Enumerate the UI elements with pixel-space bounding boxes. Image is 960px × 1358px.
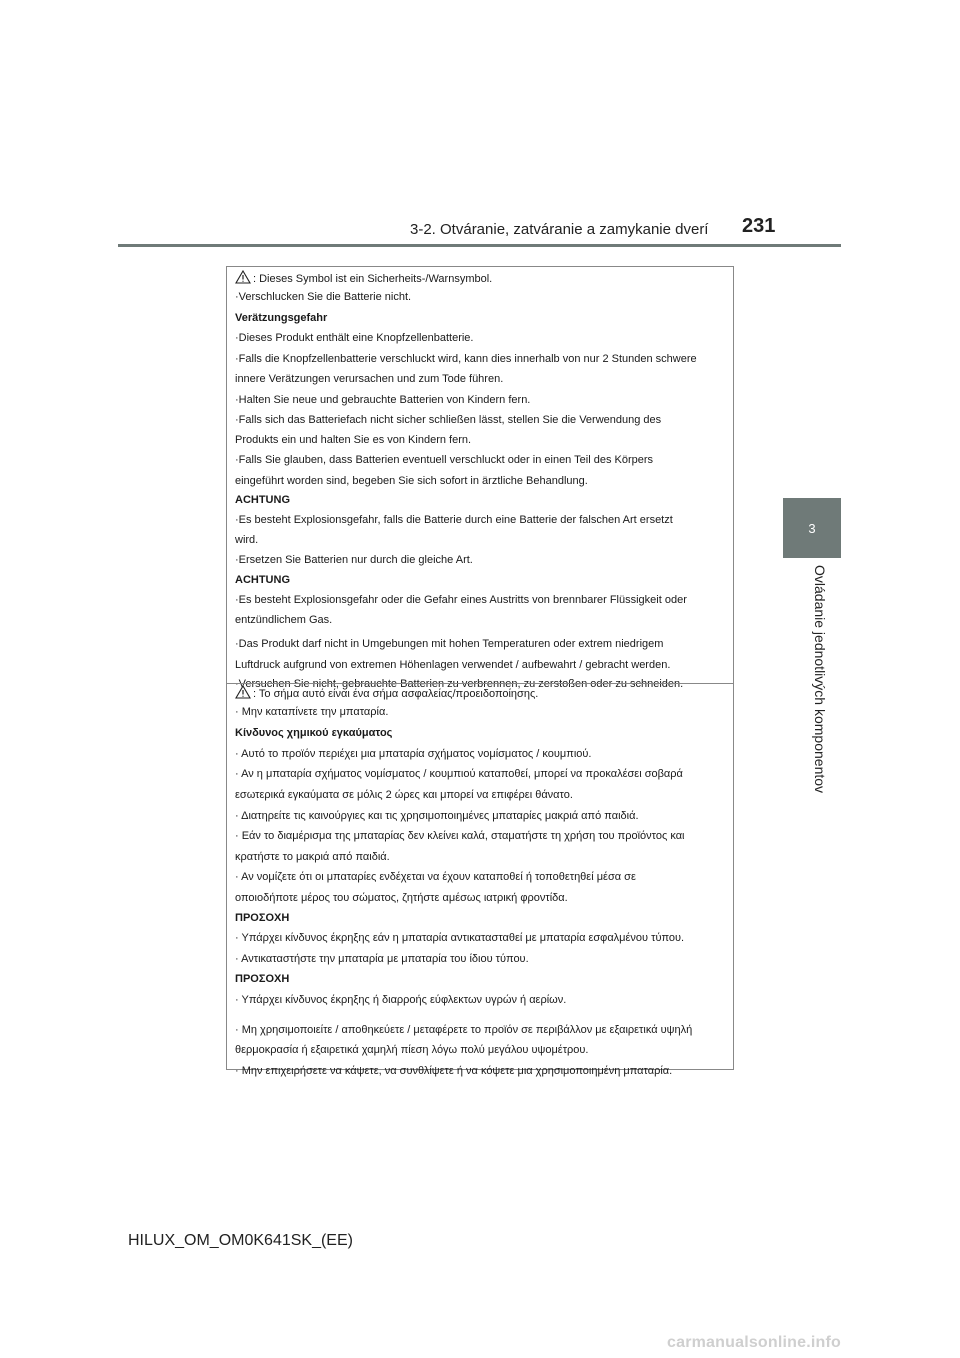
notice-line: · Αν νομίζετε ότι οι μπαταρίες ενδέχεται να έχουν καταποθεί ή τοποθετηθεί μέσα σε [235, 871, 636, 883]
notice-line: wird. [235, 534, 259, 546]
document-code: HILUX_OM_OM0K641SK_(EE) [128, 1232, 353, 1249]
header-divider [118, 244, 841, 247]
notice-line: ·Ersetzen Sie Batterien nur durch die gleiche Art. [235, 554, 473, 566]
notice-line: · Υπάρχει κίνδυνος έκρηξης ή διαρροής εύφλεκτων υγρών ή αερίων. [235, 994, 567, 1006]
notice-line: ·Falls sich das Batteriefach nicht sicher schließen lässt, stellen Sie die Verwendung des [235, 414, 662, 426]
notice-line: θερμοκρασία ή εξαιρετικά χαμηλή πίεση λόγω πολύ μεγάλου υψομέτρου. [235, 1044, 589, 1056]
section-title: 3-2. Otváranie, zatváranie a zamykanie dverí [410, 221, 709, 238]
notice-line: κρατήστε το μακριά από παιδιά. [235, 851, 390, 863]
language-divider [227, 683, 733, 684]
notice-line: · Αν η μπαταρία σχήματος νομίσματος / κουμπιού καταποθεί, μπορεί να προκαλέσει σοβαρά [235, 768, 683, 780]
notice-line: ·Dieses Produkt enthält eine Knopfzellenbatterie. [235, 332, 474, 344]
notice-line: ·Das Produkt darf nicht in Umgebungen mit hohen Temperaturen oder extrem niedrigem [235, 638, 664, 650]
battery-warning-notice [226, 266, 734, 1077]
notice-heading: ΠΡΟΣΟΧΗ [235, 973, 290, 985]
notice-heading: ΠΡΟΣΟΧΗ [235, 912, 290, 924]
chapter-tab [783, 498, 841, 558]
notice-line: · Μην επιχειρήσετε να κάψετε, να συνθλίψετε ή να κόψετε μια χρησιμοποιημένη μπαταρία. [235, 1065, 673, 1077]
notice-line: Produkts ein und halten Sie es von Kindern fern. [235, 434, 472, 446]
notice-line: · Αυτό το προϊόν περιέχει μια μπαταρία σχήματος νομίσματος / κουμπιού. [235, 748, 592, 760]
notice-line: οποιοδήποτε μέρος του σώματος, ζητήστε αμέσως ιατρική φροντίδα. [235, 892, 568, 904]
notice-line: ·Falls Sie glauben, dass Batterien eventuell verschluckt oder in einen Teil des Körpers [235, 454, 654, 466]
notice-line: · Υπάρχει κίνδυνος έκρηξης εάν η μπαταρία αντικατασταθεί με μπαταρία εσφαλμένου τύπου. [235, 932, 685, 944]
warning-symbol-text: : Το σήμα αυτό είναι ένα σήμα ασφαλείας/προειδοποίησης. [253, 688, 539, 700]
notice-line: ·Es besteht Explosionsgefahr, falls die Batterie durch eine Batterie der falschen Art ersetzt [235, 514, 673, 526]
notice-line: ·Es besteht Explosionsgefahr oder die Gefahr eines Austritts von brennbarer Flüssigkeit oder [235, 594, 687, 606]
warning-symbol-line [235, 270, 492, 286]
notice-line: · Εάν το διαμέρισμα της μπαταρίας δεν κλείνει καλά, σταματήστε τη χρήση του προϊόντος και [235, 830, 685, 842]
notice-line: innere Verätzungen verursachen und zum Tode führen. [235, 373, 504, 385]
page-number: 231 [742, 215, 776, 237]
warning-triangle-icon [235, 685, 251, 699]
chapter-label: Ovládanie jednotlivých komponentov [812, 565, 828, 794]
notice-line: · Μη χρησιμοποιείτε / αποθηκεύετε / μεταφέρετε το προϊόν σε περιβάλλον με εξαιρετικά υψηλή [235, 1024, 693, 1036]
notice-line: ·Halten Sie neue und gebrauchte Batterien von Kindern fern. [235, 394, 531, 406]
watermark: carmanualsonline.info [667, 1334, 842, 1351]
notice-heading: Κίνδυνος χημικού εγκαύματος [235, 727, 393, 739]
notice-heading: Verätzungsgefahr [235, 312, 328, 324]
warning-symbol-text: : Dieses Symbol ist ein Sicherheits-/Warnsymbol. [253, 273, 493, 285]
notice-heading: ACHTUNG [235, 574, 290, 586]
notice-line: εσωτερικά εγκαύματα σε μόλις 2 ώρες και μπορεί να επιφέρει θάνατο. [235, 789, 573, 801]
chapter-number: 3 [808, 520, 816, 536]
notice-line: ·Versuchen Sie nicht, gebrauchte Batterien zu verbrennen, zu zerstoßen oder zu schneiden. [235, 678, 684, 690]
notice-line: · Αντικαταστήστε την μπαταρία με μπαταρία του ίδιου τύπου. [235, 953, 529, 965]
notice-line: entzündlichem Gas. [235, 614, 333, 626]
notice-line: Luftdruck aufgrund von extremen Höhenlagen verwendet / aufbewahrt / gebracht werden. [235, 659, 671, 671]
warning-symbol-line [235, 685, 538, 701]
notice-line: · Μην καταπίνετε την μπαταρία. [235, 706, 389, 718]
notice-heading: ACHTUNG [235, 494, 290, 506]
warning-triangle-icon [235, 270, 251, 284]
notice-line: ·Falls die Knopfzellenbatterie verschluckt wird, kann dies innerhalb von nur 2 Stunden schwere [235, 353, 697, 365]
notice-line: · Διατηρείτε τις καινούργιες και τις χρησιμοποιημένες μπαταρίες μακριά από παιδιά. [235, 810, 639, 822]
notice-line: eingeführt worden sind, begeben Sie sich sofort in ärztliche Behandlung. [235, 475, 588, 487]
notice-line: ·Verschlucken Sie die Batterie nicht. [235, 291, 412, 303]
